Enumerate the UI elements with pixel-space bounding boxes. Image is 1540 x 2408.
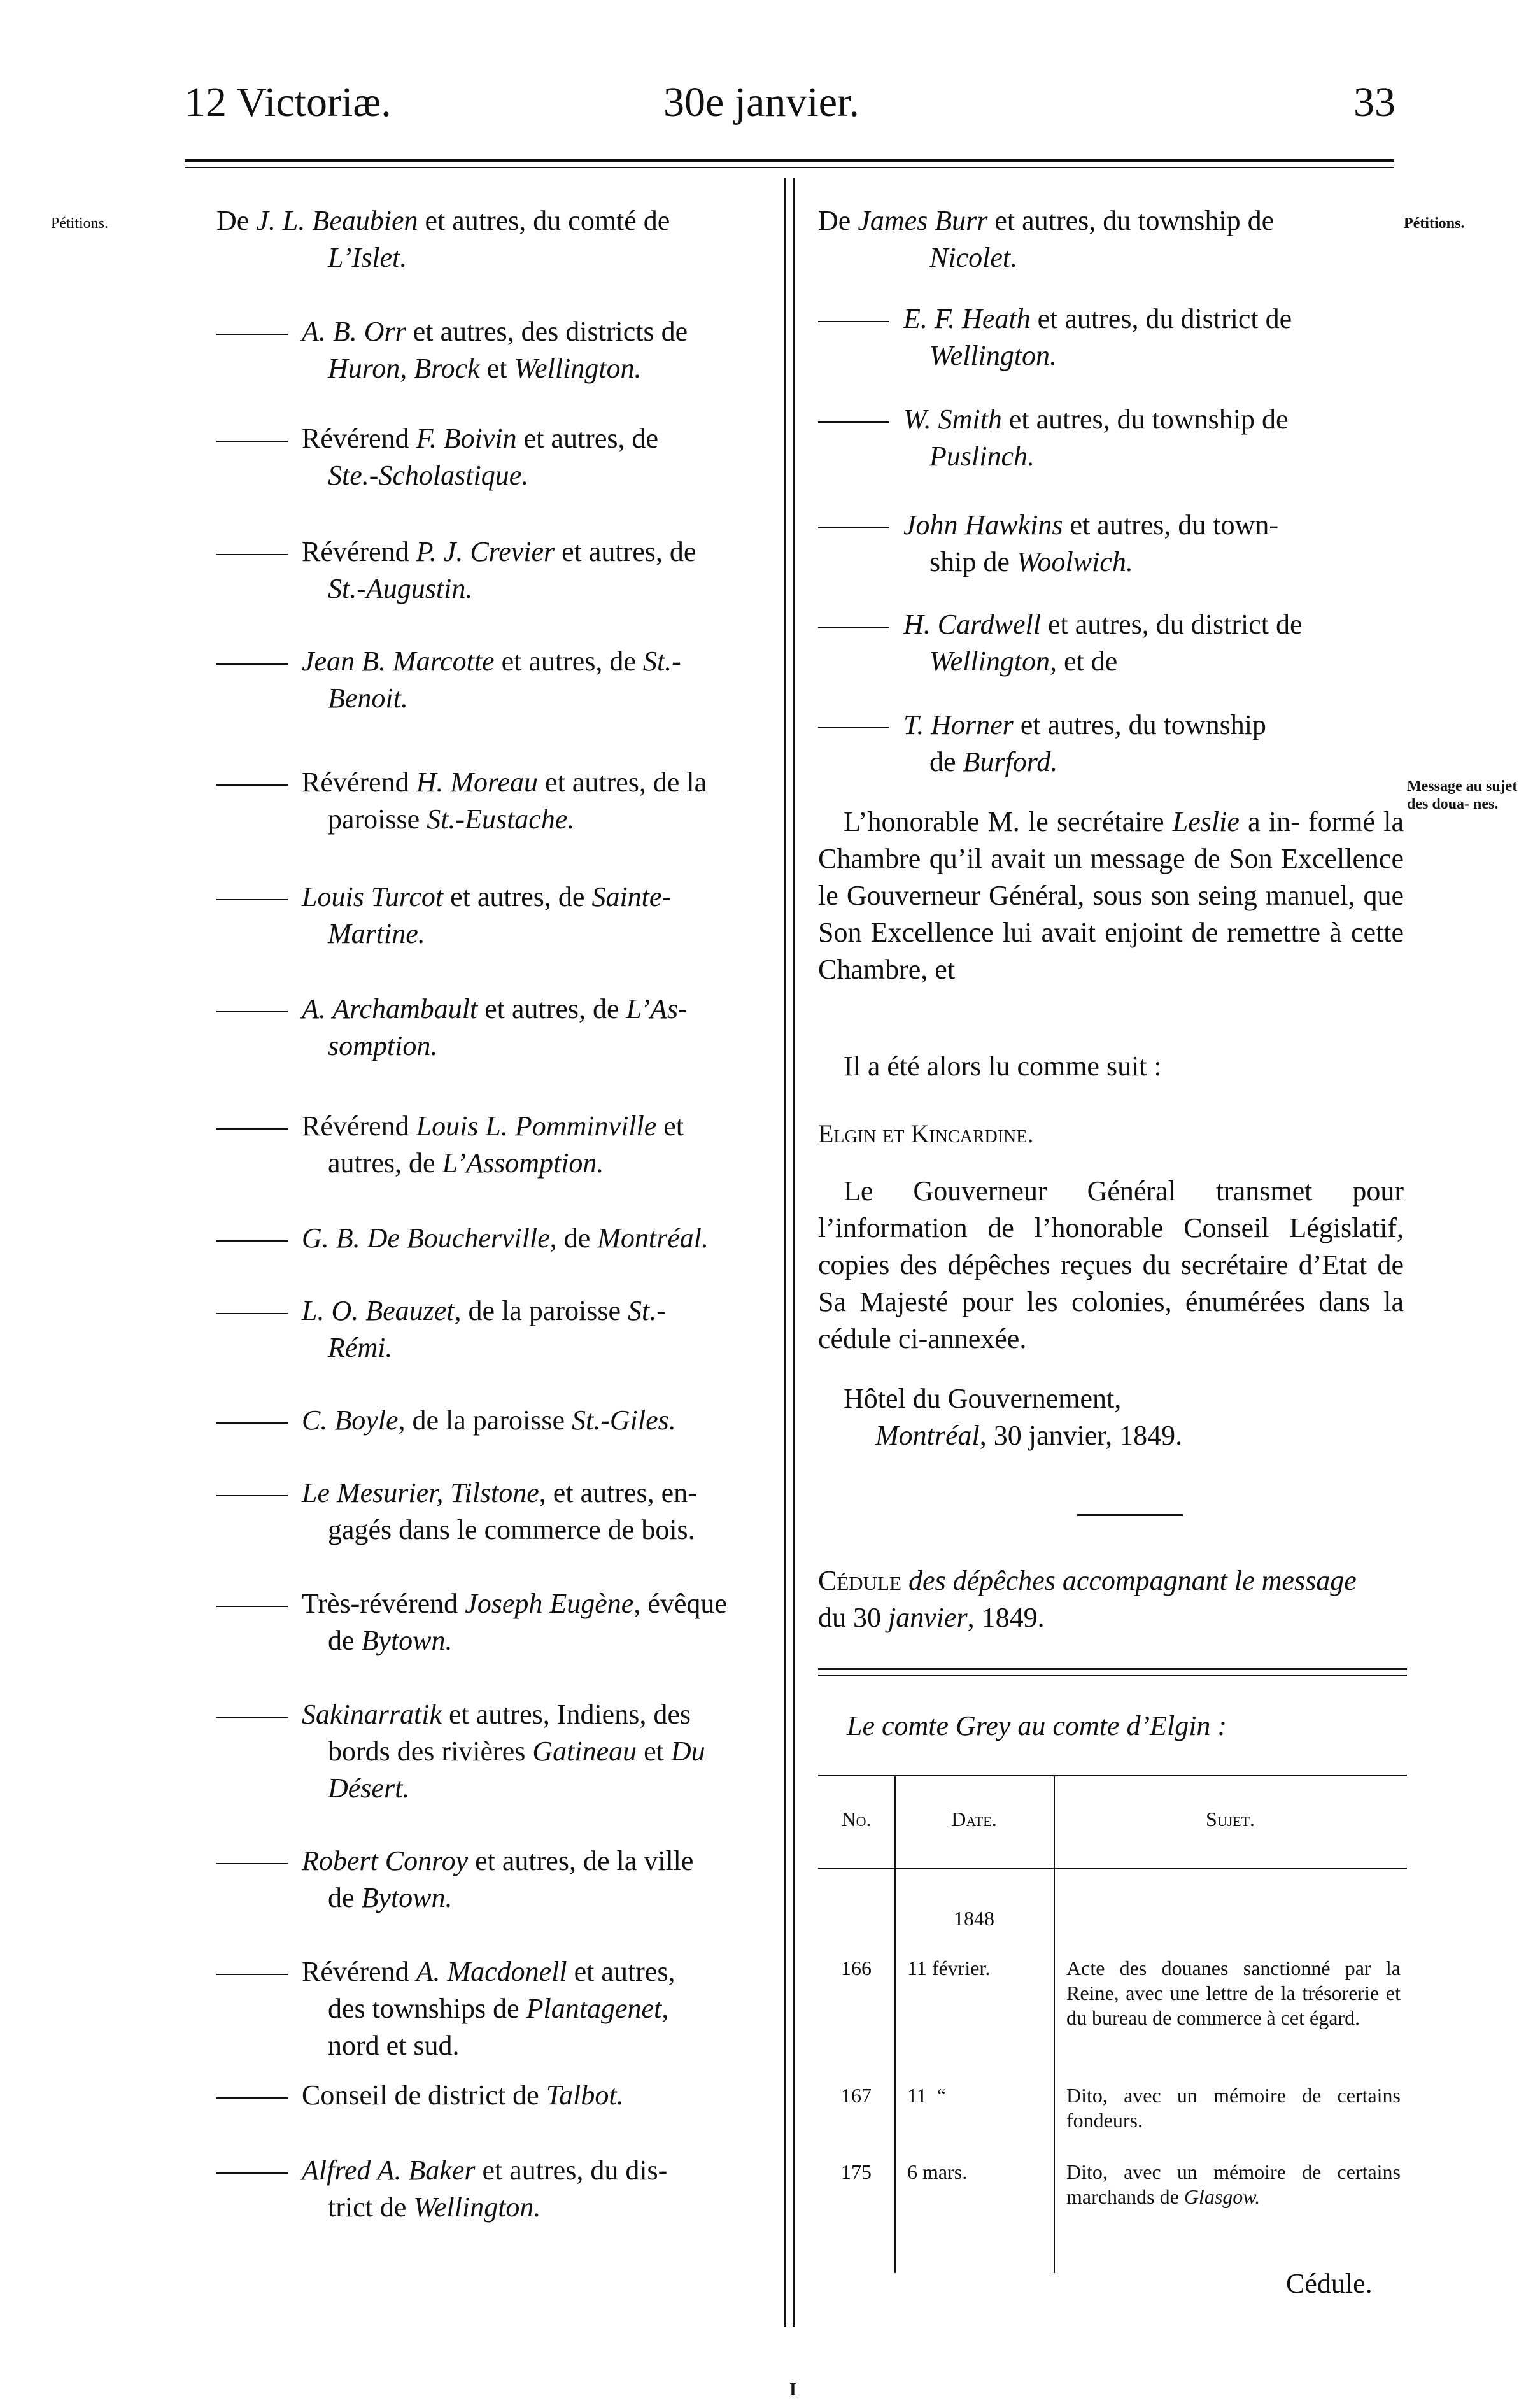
ditto-dash [216,663,288,665]
margin-note-petitions: Pétitions. [51,215,109,232]
message-name: Leslie [1172,806,1240,837]
entry-text: et autres, du district de [1030,303,1292,334]
petitioner-name: Woolwich. [1016,546,1133,577]
ditto-dash [216,1240,288,1242]
entry-text: de [328,1882,362,1913]
schedule-l2a: du 30 [818,1602,888,1633]
petitioner-name: L’Islet. [328,242,407,273]
entry-text: de [328,1625,362,1656]
table-header-date: Date. [951,1808,997,1831]
petition-entry [818,401,1410,475]
entry-text: autres, de [328,1147,442,1179]
petitioner-name: Rémi. [328,1332,393,1363]
table-cell-date: 11 février. [907,1957,991,1980]
entry-text: et de [1057,646,1118,677]
petitioner-name: Sakinarratik [302,1699,442,1730]
schedule-word: Cédule [818,1565,901,1596]
ditto-dash [216,784,288,786]
petitioner-name: J. L. Beaubien [256,205,418,236]
schedule-l2c: , 1849. [967,1602,1045,1633]
entry-text: et autres, Indiens, des [441,1699,691,1730]
entry-text: et autres, de [516,423,658,454]
table-header-rule [818,1868,1407,1869]
ditto-dash [818,421,889,423]
petitioner-name: P. J. Crevier [416,536,555,567]
petitioner-name: Wellington. [413,2192,541,2223]
petitioner-name: St.-Augustin. [328,573,473,604]
ditto-dash [216,1863,288,1864]
entry-text: de [929,746,963,777]
margin-note-message: Message au sujet des doua- nes. [1407,778,1518,812]
petitioner-name: Jean B. Marcotte [302,646,495,677]
schedule-italic: des dépêches accompagnant le message [901,1565,1357,1596]
dispatch-heading: Le comte Grey au comte d’Elgin : [847,1710,1227,1741]
entry-text: Très-révérend [302,1588,465,1619]
entry-text: Révérend [302,1956,416,1987]
read-line: Il a été alors lu comme suit : [844,1051,1162,1082]
petitioner-name: Talbot. [546,2079,624,2111]
entry-text: et [479,353,514,384]
entry-text: nord et sud. [328,2030,460,2061]
petitioner-name: Louis Turcot [302,881,444,912]
table-col-rule [1054,1776,1055,2273]
ditto-dash [216,1128,288,1130]
table-cell-no: 175 [841,2160,872,2183]
petition-entry [216,764,783,838]
table-year: 1848 [954,1907,994,1930]
ditto-dash [216,1011,288,1012]
petition-entry [216,2077,783,2114]
petitioner-name: St.-Giles. [571,1405,676,1436]
petitioner-name: Wellington. [929,340,1057,371]
petitioner-name: F. Boivin [416,423,517,454]
signature-line1: Hôtel du Gouvernement, [844,1383,1122,1414]
message-text-rest: formé la Chambre qu’il avait un message de Son Excellence le Gouverneur Général, sous son seing manuel, que Son Excellence lui avait enjoint de remettre à cette Chambre, et [818,806,1404,985]
separator-rule [1077,1514,1183,1516]
ditto-dash [216,1313,288,1314]
petitioner-name: Wellington, [929,646,1057,677]
petitioner-name: L. O. Beauzet [302,1295,455,1326]
entry-text: , de la paroisse [454,1295,628,1326]
entry-text: bords des rivières [328,1736,533,1767]
petition-entry [216,1108,783,1182]
table-header-subject: Sujet. [1205,1808,1255,1831]
ditto-dash [818,727,889,728]
ditto-dash [818,627,889,628]
petitioner-name: Robert Conroy [302,1845,469,1876]
schedule-rule [818,1668,1407,1670]
entry-text: et autres, du dis- [475,2155,668,2186]
petitioner-name: Louis L. Pomminville [416,1110,657,1142]
entry-text: , de [549,1222,598,1254]
heading-elgin: Elgin et Kincardine. [818,1119,1034,1148]
entry-text: et autres, de [555,536,696,567]
petitioner-name: Alfred A. Baker [302,2155,476,2186]
entry-text: Conseil de district de [302,2079,546,2111]
header-rule [185,159,1394,162]
petition-entry [216,1402,783,1439]
entry-text: , de la paroisse [398,1405,572,1436]
catchword: Cédule. [1286,2268,1373,2299]
petition-entry [216,1953,783,2064]
entry-lead: De [818,205,858,236]
entry-text: et [656,1110,684,1142]
entry-text: et autres, du district de [1040,609,1303,640]
petitioner-name: Joseph Eugène [465,1588,634,1619]
petition-entry [818,507,1410,581]
entry-text: des townships de [328,1993,526,2024]
petition-entry [216,2152,783,2226]
petition-entry [216,643,783,717]
petitioner-name: St.- [628,1295,666,1326]
petitioner-name: A. Archambault [302,993,478,1024]
entry-text: et [637,1736,671,1767]
entry-text: et autres, de [494,646,643,677]
entry-text: Révérend [302,536,416,567]
column-rule [784,178,786,2327]
petitioner-name: Bytown. [361,1882,453,1913]
table-cell-subject: Acte des douanes sanctionné par la Reine, avec une lettre de la trésorerie et du bureau de commerce à cet égard. [1066,1957,1401,2029]
petitioner-name: W. Smith [903,404,1002,435]
footer-signature: I [789,2380,796,2400]
entry-text: Révérend [302,767,416,798]
petition-entry [818,202,1410,276]
petitioner-name: St.-Eustache. [427,804,575,835]
entry-text: trict de [328,2192,414,2223]
table-col-rule [894,1776,896,2273]
entry-text: et autres, du comté de [418,205,670,236]
ditto-dash [216,2172,288,2174]
entry-text: et autres, du township de [1001,404,1289,435]
entry-text: paroisse [328,804,427,835]
petitioner-name: Ste.-Scholastique. [328,460,529,491]
petitioner-name: L’As- [626,993,688,1024]
page-number: 33 [1353,79,1395,125]
entry-lead: De [216,205,257,236]
ditto-dash [216,334,288,335]
schedule-rule-thin [818,1675,1407,1676]
petitioner-name: Désert. [328,1773,410,1804]
column-rule [793,178,795,2327]
petition-entry [818,707,1410,781]
schedule-l2b: janvier [888,1602,968,1633]
petition-entry [216,1696,783,1807]
running-head-date: 30e janvier. [663,79,859,125]
message-paragraph [818,804,1404,988]
signature-date: , 30 janvier, 1849. [979,1420,1183,1451]
petitioner-name: Benoit. [328,683,408,714]
table-header-no: No. [841,1808,872,1831]
petitioner-name: Wellington. [514,353,642,384]
entry-text: et autres, de la [538,767,707,798]
petitioner-name: Du [670,1736,705,1767]
petition-entry [216,1475,783,1548]
ditto-dash [216,1974,288,1975]
petition-entry [216,313,783,387]
petitioner-name: Huron, Brock [328,353,480,384]
margin-note-petitions: Pétitions. [1404,215,1465,232]
entry-text: ship de [929,546,1017,577]
message-text-a: L’honorable M. le secrétaire [844,806,1173,837]
petitioner-name: Nicolet. [929,242,1018,273]
ditto-dash [216,2097,288,2099]
ditto-dash [216,1495,288,1496]
petitioner-name: Gatineau [532,1736,637,1767]
entry-text: Révérend [302,423,416,454]
subject-place: Glasgow. [1183,2185,1261,2208]
petitioner-name: Bytown. [361,1625,453,1656]
petitioner-name: Le Mesurier, Tilstone [302,1477,539,1508]
table-top-rule [818,1775,1407,1776]
running-head-left: 12 Victoriæ. [185,79,392,125]
petitioner-name: Burford. [963,746,1058,777]
ditto-dash [216,441,288,442]
entry-text: et autres, [567,1956,675,1987]
entry-text: et autres, de [443,881,592,912]
header-rule-thin [185,167,1394,168]
ditto-dash [216,1606,288,1607]
petition-entry [216,1293,783,1366]
petitioner-name: John Hawkins [903,509,1063,541]
ditto-dash [818,527,889,528]
message-text-b: a in- [1239,806,1300,837]
ditto-dash [216,899,288,900]
subject-text: Dito, avec un mémoire de certains marchands de [1066,2160,1401,2208]
petition-entry [216,534,783,607]
ditto-dash [216,1422,288,1424]
petitioner-name: Sainte- [591,881,672,912]
petition-entry [216,879,783,953]
entry-text: et autres, de la ville [468,1845,694,1876]
table-cell-date: 11 “ [907,2084,947,2107]
schedule-title [818,1562,1407,1599]
table-cell-date: 6 mars. [907,2160,968,2183]
table-cell-subject [1066,2160,1401,2209]
ditto-dash [216,1717,288,1718]
entry-text: et autres, du town- [1063,509,1278,541]
petitioner-name: Montréal. [597,1222,709,1254]
entry-text: et autres, de [477,993,626,1024]
petition-entry [216,1585,783,1659]
governor-paragraph: Le Gouverneur Général transmet pour l’information de l’honorable Conseil Législatif, copies des dépêches reçues du secrétaire d’Etat de Sa Majesté pour les colonies, énumérées dans la cédule ci-annexée. [818,1175,1404,1354]
ditto-dash [216,554,288,555]
petitioner-name: E. F. Heath [903,303,1031,334]
petitioner-name: James Burr [858,205,988,236]
schedule-title-line2 [818,1599,1407,1636]
petitioner-name: L’Assomption. [442,1147,604,1179]
petitioner-name: St.- [642,646,681,677]
petitioner-name: Puslinch. [929,441,1035,472]
entry-text: Révérend [302,1110,416,1142]
petition-entry [216,1843,783,1916]
petitioner-name: T. Horner [903,709,1014,740]
petitioner-name: somption. [328,1030,438,1061]
entry-text: et autres, du township [1013,709,1266,740]
petition-entry [216,991,783,1065]
entry-text: , et autres, en- [539,1477,697,1508]
entry-text: et autres, des districts de [406,316,688,347]
signature-line2 [875,1417,1436,1454]
petition-entry [216,420,783,494]
table-cell-subject: Dito, avec un mémoire de certains fondeurs. [1066,2084,1401,2132]
petitioner-name: A. Macdonell [416,1956,567,1987]
petitioner-name: H. Cardwell [903,609,1041,640]
petitioner-name: Plantagenet, [526,1993,669,2024]
entry-text: gagés dans le commerce de bois. [328,1514,695,1545]
table-cell-no: 167 [841,2084,872,2107]
petition-entry [818,301,1410,374]
petitioner-name: A. B. Orr [302,316,406,347]
petitioner-name: C. Boyle [302,1405,399,1436]
table-cell-no: 166 [841,1957,872,1980]
petitioner-name: Martine. [328,918,425,949]
signature-place: Montréal [875,1420,980,1451]
entry-text: , évêque [633,1588,727,1619]
petition-entry [216,1220,783,1257]
petitioner-name: G. B. De Boucherville [302,1222,550,1254]
petition-entry [216,202,783,276]
petition-entry [818,606,1410,680]
entry-text: et autres, du township de [987,205,1275,236]
petitioner-name: H. Moreau [416,767,539,798]
ditto-dash [818,321,889,322]
